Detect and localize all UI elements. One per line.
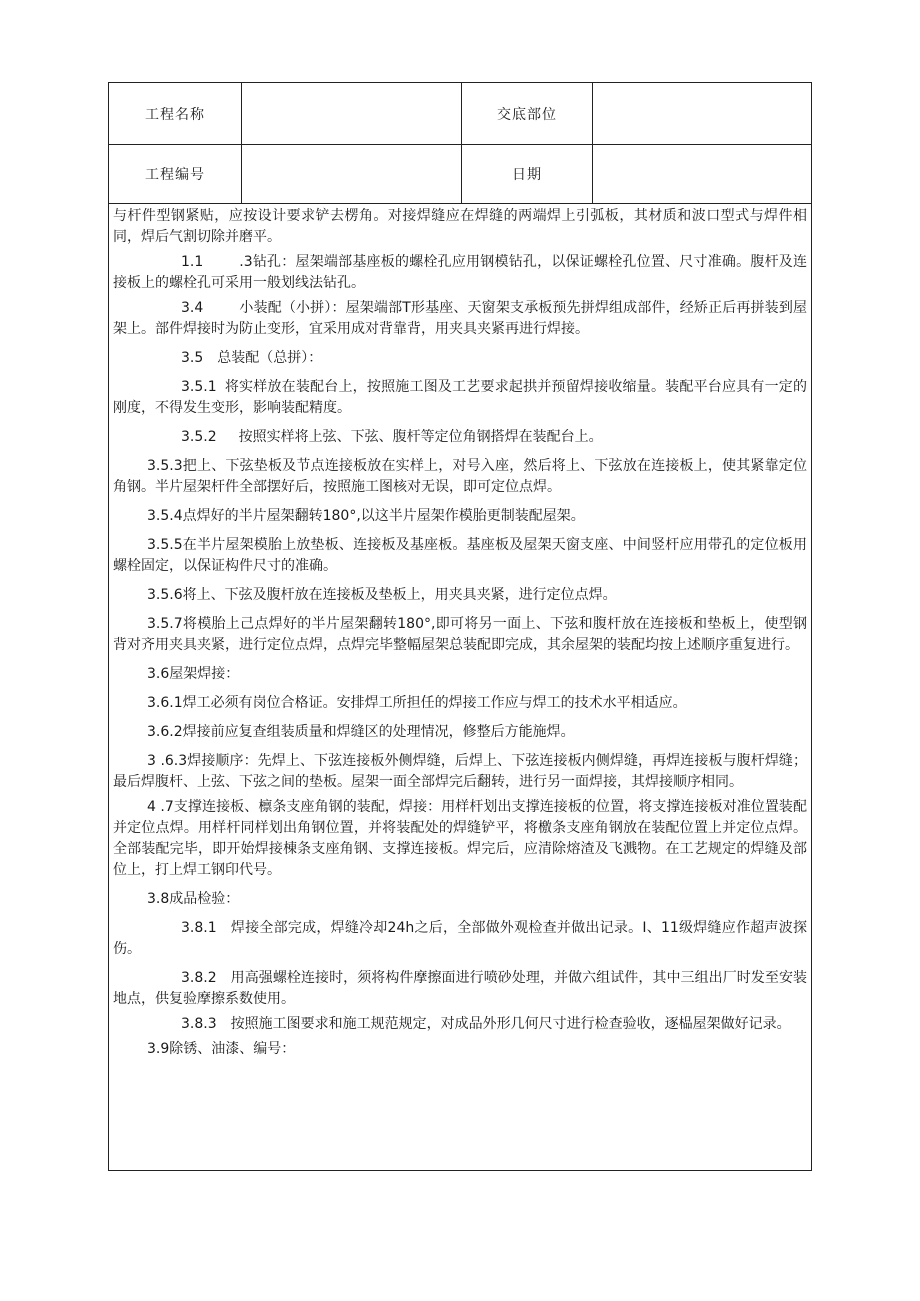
paragraph: 3.5.3把上、下弦垫板及节点连接板放在实样上，对号入座，然后将上、下弦放在连接板上，使其紧靠定位角钢。半片屋架杆件全部摆好后，按照施工图核对无误，即可定位点焊。	[113, 458, 807, 495]
project-number-value	[242, 145, 462, 203]
paragraph: 3.5.1 将实样放在装配台上，按照施工图及工艺要求起拱并预留焊接收缩量。装配平台应具有一定的刚度，不得发生变形，影响装配精度。	[113, 379, 807, 416]
paragraph: 3.9除锈、油漆、编号：	[147, 1041, 296, 1057]
paragraph: 3.8成品检验：	[147, 891, 240, 907]
paragraph: 3.6.1焊工必须有岗位合格证。安排焊工所担任的焊接工作应与焊工的技术水平相适应。	[147, 695, 687, 711]
project-number-label: 工程编号	[109, 145, 242, 203]
paragraph: 3.8.2 用高强螺栓连接时，须将构件摩擦面进行喷砂处理，并做六组试件，其中三组出厂时发至安装地点，供复验摩擦系数使用。	[113, 970, 807, 1007]
paragraph: 3.6屋架焊接：	[147, 666, 240, 682]
project-name-value	[242, 83, 462, 144]
paragraph: 4 .7支撑连接板、檩条支座角钢的装配，焊接：用样杆划出支撑连接板的位置，将支撑连接板对准位置装配并定位点焊。用样杆同样划出角钢位置，并将装配处的焊缝铲平，将檄条支座角钢放在装配位置上并定位点焊。全部装配完毕，即开始焊接棟条支座角钢、支撑连接板。焊完后，应清除熔渣及飞溅物。在工艺规定的焊缝及部位上，打上焊工钢印代号。	[113, 799, 807, 878]
section-number: 3.4	[181, 300, 204, 316]
paragraph: 3.5.6将上、下弦及腹杆放在连接板及垫板上，用夹具夹紧，进行定位点焊。	[147, 587, 617, 603]
section-number: 3.5	[181, 350, 204, 366]
date-value	[593, 145, 811, 203]
project-name-label: 工程名称	[109, 83, 242, 144]
section-number: 3.8.1	[181, 920, 217, 936]
section-number: 3.8.2	[181, 970, 217, 986]
disclosure-sheet	[108, 82, 812, 1171]
section-number: 3.8.3	[181, 1016, 217, 1032]
paragraph: 3 .6.3焊接顺序：先焊上、下弦连接板外侧焊缝，后焊上、下弦连接板内侧焊缝，再焊连接板与腹杆焊缝；最后焊腹杆、上弦、下弦之间的垫板。屋架一面全部焊完后翻转，进行另一面焊接，其焊接顺序相同。	[113, 753, 807, 790]
date-label: 日期	[462, 145, 593, 203]
section-number: 1.1	[181, 254, 204, 270]
disclosure-part-value	[593, 83, 811, 144]
paragraph: 3.8.3 按照施工图要求和施工规范规定，对成品外形几何尺寸进行检查验收，逐榀屋架做好记录。	[113, 1014, 807, 1035]
paragraph: 3.5.4点焊好的半片屋架翻转180°,以这半片屋架作模胎更制装配屋架。	[147, 508, 585, 524]
paragraph: 3.5.7将模胎上己点焊好的半片屋架翻转180°,即可将另一面上、下弦和腹杆放在连接板和垫板上，使型钢背对齐用夹具夹紧，进行定位点焊，点焊完毕整幅屋架总装配即完成，其余屋架的装配均按上述顺序重复进行。	[113, 616, 807, 653]
paragraph: 3.5.2 按照实样将上弦、下弦、腹杆等定位角钢搭焊在装配台上。	[113, 427, 807, 448]
header-row-2	[109, 145, 811, 204]
section-number: 3.5.2	[181, 429, 217, 445]
paragraph: 与杆件型钢紧贴，应按设计要求铲去楞角。对接焊缝应在焊缝的两端焊上引弧板，其材质和波口型式与焊件相同，焊后气割切除并磨平。	[113, 208, 807, 245]
paragraph: 3.5 总装配（总拼）：	[113, 348, 807, 369]
paragraph: 3.6.2焊接前应复查组装质量和焊缝区的处理情况，修整后方能施焊。	[147, 724, 575, 740]
section-number: 3.5.1	[181, 379, 217, 395]
disclosure-part-label: 交底部位	[462, 83, 593, 144]
paragraph: 3.5.5在半片屋架模胎上放垫板、连接板及基座板。基座板及屋架天窗支座、中间竖杆应用带孔的定位板用螺栓固定，以保证构件尺寸的准确。	[113, 537, 807, 574]
body-content	[109, 204, 811, 1060]
paragraph: 3.4 小装配（小拼）：屋架端部T形基座、天窗架支承板预先拼焊组成部件，经矫正后再拼装到屋架上。部件焊接时为防止变形，宜采用成对背靠背，用夹具夹紧再进行焊接。	[113, 300, 807, 337]
paragraph: 3.8.1 焊接全部完成，焊缝冷却24h之后，全部做外观检查并做出记录。I、11级焊缝应作超声波探伤。	[113, 920, 807, 957]
paragraph: 1.1 .3钻孔：屋架端部基座板的螺栓孔应用钢模钻孔，以保证螺栓孔位置、尺寸准确。腹杆及连接板上的螺栓孔可采用一般划线法钻孔。	[113, 254, 807, 291]
header-row-1	[109, 83, 811, 145]
